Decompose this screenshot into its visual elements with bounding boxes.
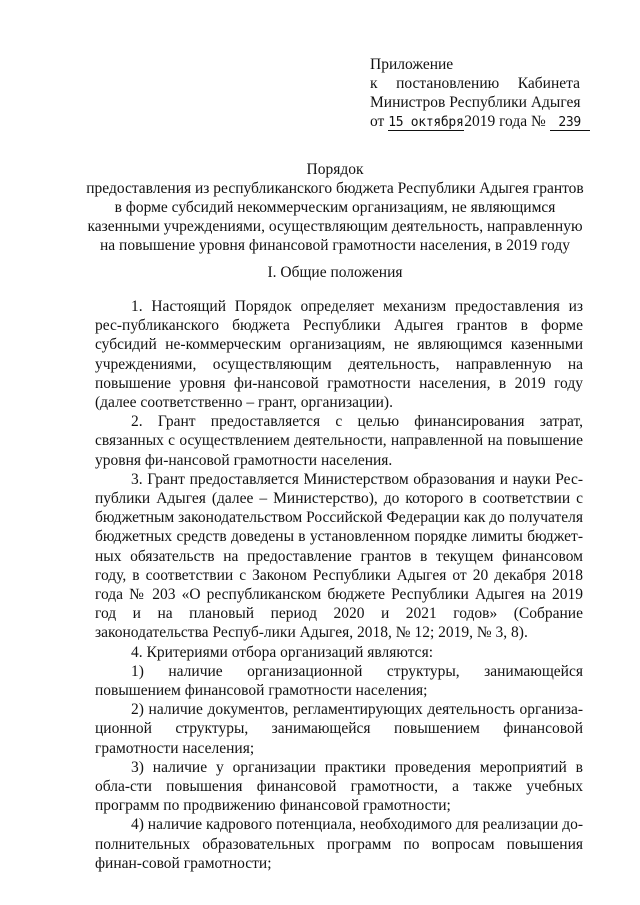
paragraph-4: 4. Критериями отбора организаций являются:	[131, 643, 434, 661]
paragraph-2: 2. Грант предоставляется с целью финансирования затрат, связанных с осуществлением деятельности, направленной на повышение уровня фи-нансовой грамотности населения.	[95, 413, 583, 469]
title-line-2: в форме субсидий некоммерческим организациям, не являющимся	[114, 199, 556, 216]
handwritten-number: 239	[550, 116, 590, 131]
appendix-label: Приложение	[370, 56, 454, 73]
appendix-word-k: к	[370, 75, 378, 92]
appendix-year-text: 2019 года №	[464, 113, 546, 130]
paragraph-1: 1. Настоящий Порядок определяет механизм предоставления из рес-публиканского бюджета Республики Адыгея грантов в форме субсидий не-коммерческим организациям, не являющимся казенными учреждениями, осуществляющим деятельность, направленную на повышение уровня фи-нансовой грамотности населения, в 2019 году (далее соответственно – грант, организации).	[95, 298, 583, 412]
appendix-ministers: Министров Республики Адыгея	[370, 94, 581, 111]
section-title: I. Общие положения	[267, 264, 403, 281]
appendix-date-line	[370, 112, 580, 131]
criterion-4: 4) наличие кадрового потенциала, необходимого для реализации до-полнительных образовательных программ по вопросам повышения финан-совой грамотности;	[95, 816, 583, 872]
document-body	[95, 297, 583, 873]
handwritten-date: 15 октября	[388, 115, 464, 130]
title-heading: Порядок	[306, 161, 364, 178]
criterion-1: 1) наличие организационной структуры, занимающейся повышением финансовой грамотности населения;	[95, 662, 583, 700]
appendix-word-resolution: постановлению	[396, 75, 500, 92]
document-title	[60, 160, 610, 255]
title-line-3: казенными учреждениями, осуществляющим деятельность, направленную	[87, 218, 583, 235]
title-line-1: предоставления из республиканского бюджета Республики Адыгея грантов	[86, 180, 584, 197]
title-line-4: на повышение уровня финансовой грамотности населения, в 2019 году	[100, 237, 570, 254]
appendix-word-cabinet: Кабинета	[517, 75, 580, 92]
appendix-date-prefix: от	[370, 113, 385, 130]
criterion-3: 3) наличие у организации практики проведения мероприятий в обла-сти повышения финансовой грамотности, а также учебных программ по продвижению финансовой грамотности;	[95, 758, 583, 815]
criterion-2: 2) наличие документов, регламентирующих деятельность организа-ционной структуры, занимающейся повышением финансовой грамотности населения;	[95, 701, 583, 757]
appendix-block	[370, 55, 580, 131]
appendix-resolution-line	[370, 74, 580, 93]
paragraph-3: 3. Грант предоставляется Министерством образования и науки Рес-публики Адыгея (далее – Министерство), до которого в соответствии с бюджетным законодательством Российской Федерации как до получателя бюджетных средств доведены в установленном порядке лимиты бюджет-ных обязательств на предоставление грантов в текущем финансовом году, в соответствии с Законом Республики Адыгея от 20 декабря 2018 года № 203 «О республиканском бюджете Республики Адыгея на 2019 год и на плановый период 2020 и 2021 годов» (Собрание законодательства Респуб-лики Адыгея, 2018, № 12; 2019, № 3, 8).	[95, 470, 583, 642]
